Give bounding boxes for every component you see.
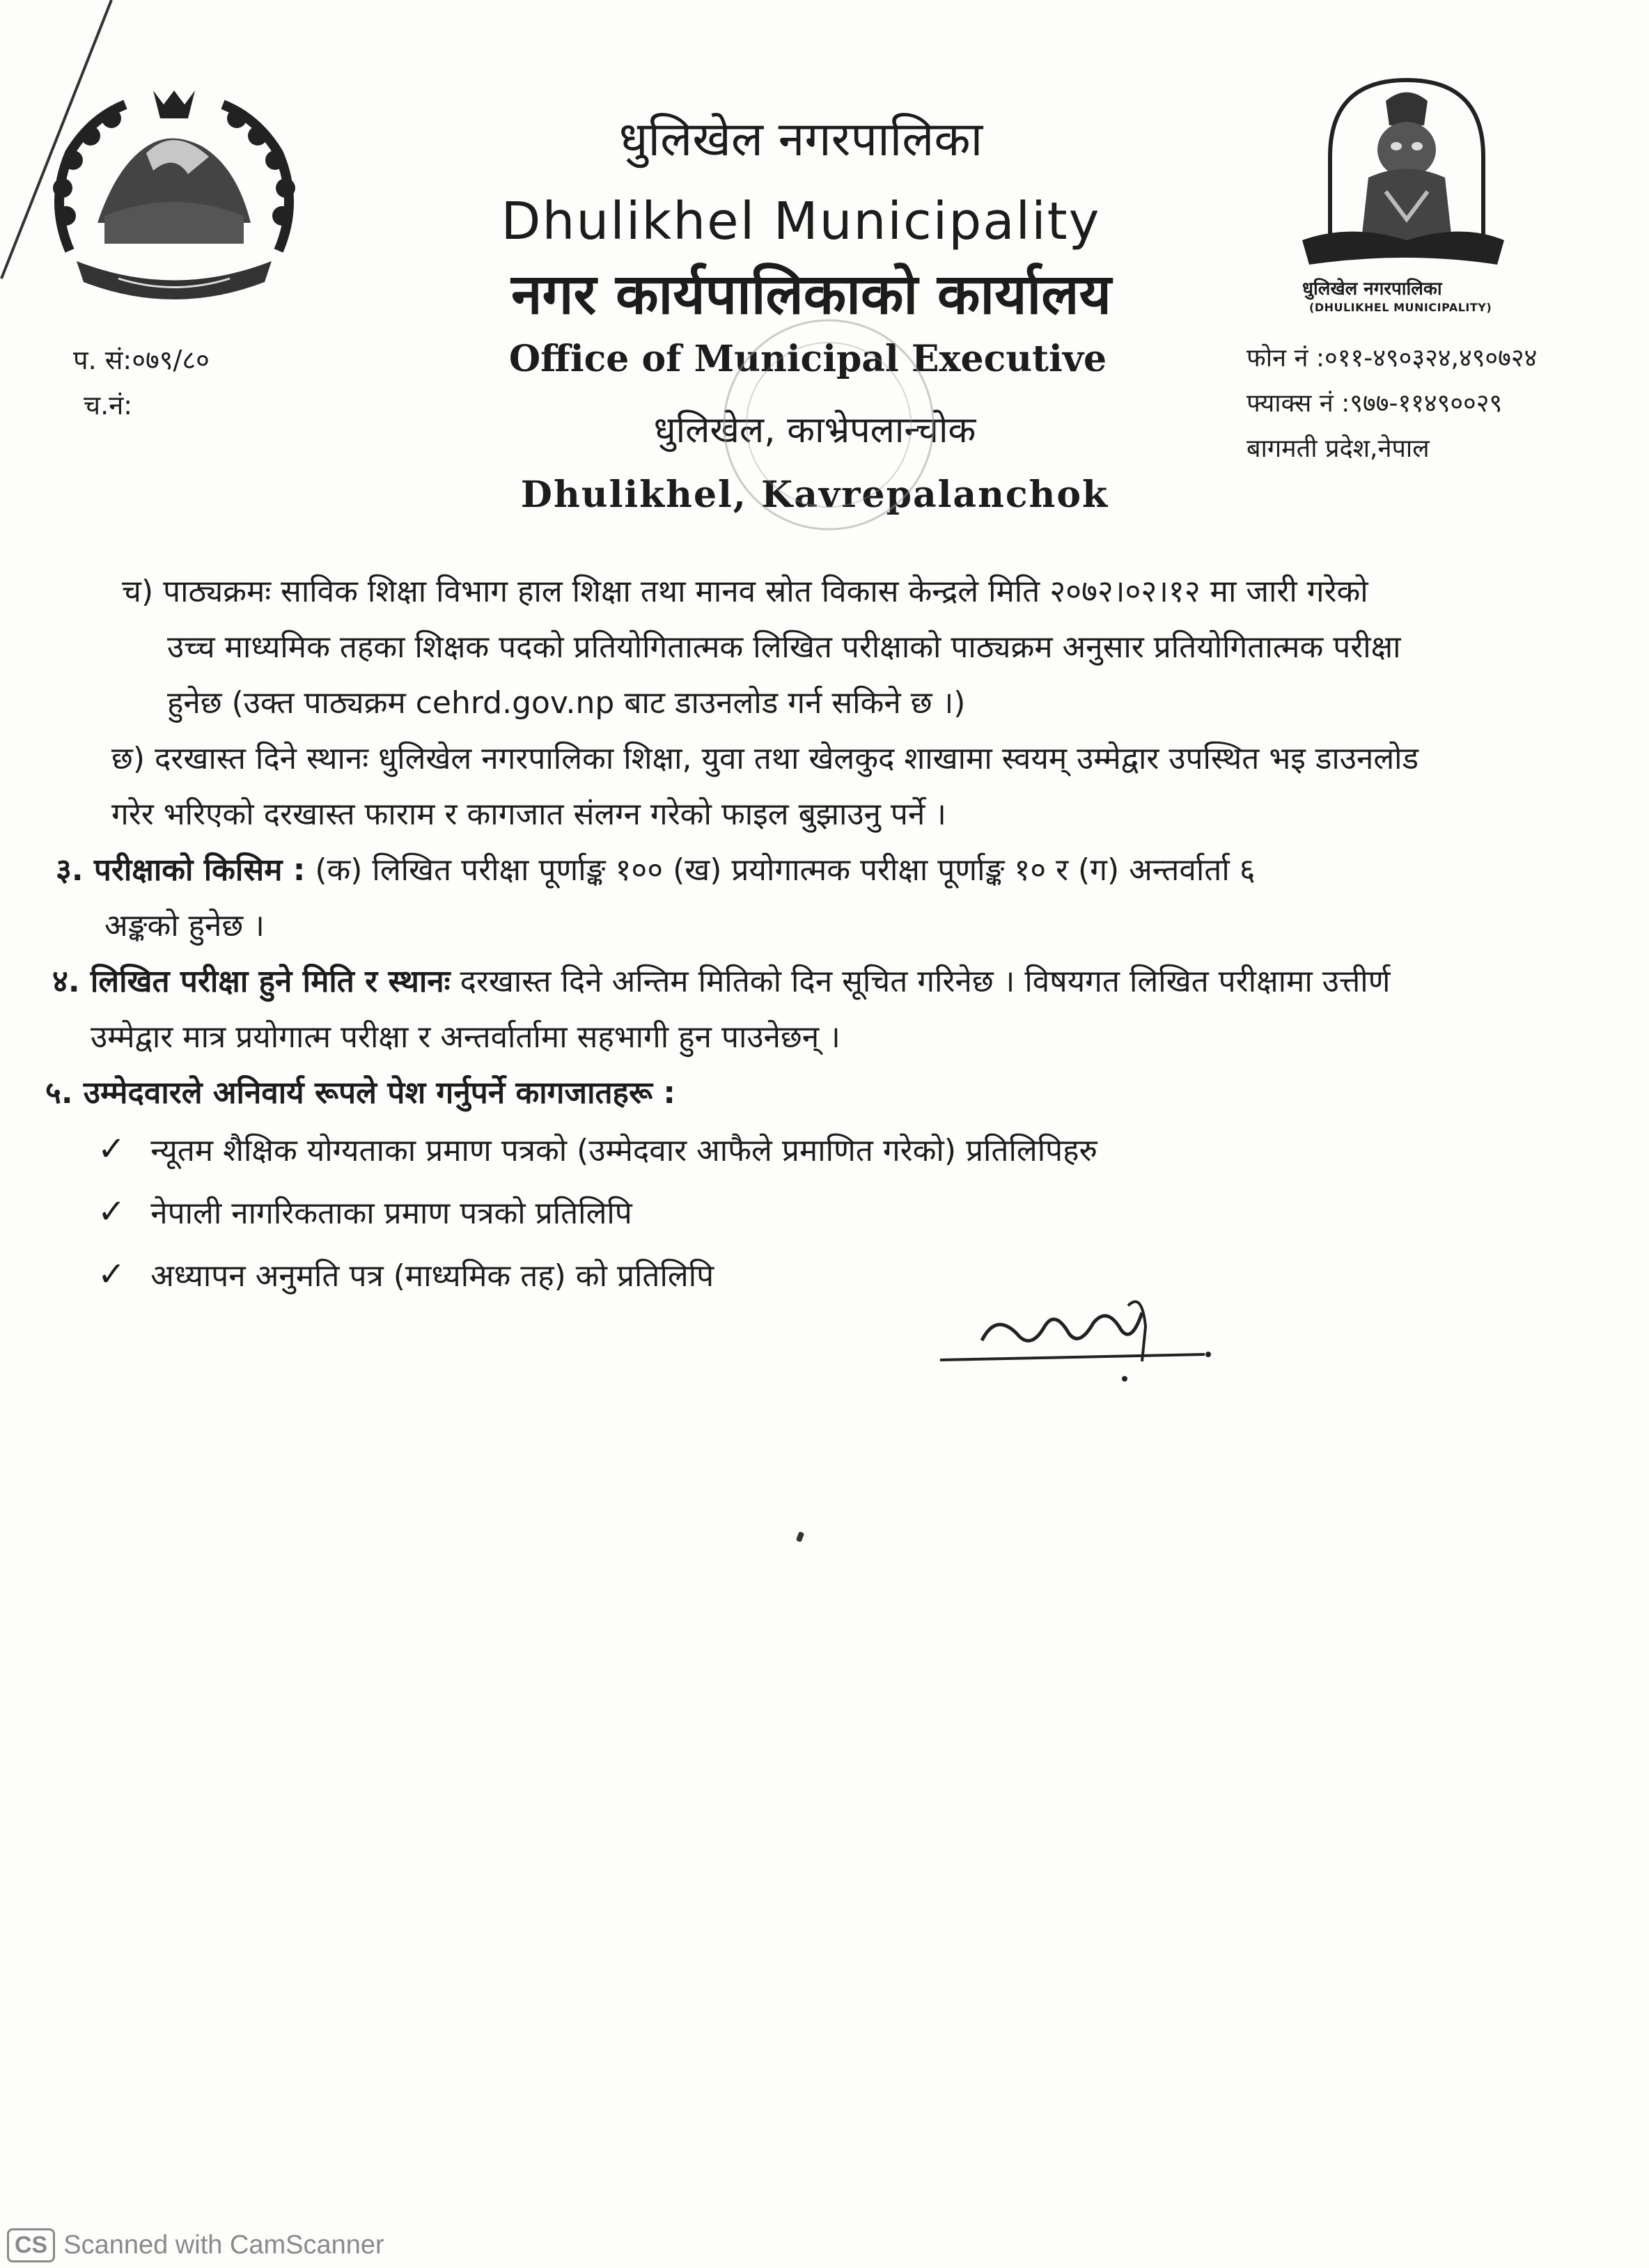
- province-address: बागमती प्रदेश,नेपाल: [1246, 435, 1430, 463]
- right-logo-title-np: धुलिखेल नगरपालिका: [1302, 279, 1442, 299]
- checklist-item-text: नेपाली नागरिकताका प्रमाण पत्रको प्रतिलिपि: [150, 1196, 632, 1231]
- section-4-label: ४. लिखित परीक्षा हुने मिति र स्थानः: [52, 964, 451, 999]
- municipality-title-np: धुलिखेल नगरपालिका: [618, 112, 983, 167]
- camscanner-text: Scanned with CamScanner: [63, 2230, 384, 2260]
- section-3-label: ३. परीक्षाको किसिम :: [56, 852, 306, 888]
- section-3-line-1: [56, 843, 1256, 898]
- office-title-np: नगर कार्यपालिकाको कार्यालय: [511, 262, 1111, 327]
- office-title-en: Office of Municipal Executive: [508, 338, 1107, 380]
- checklist-item-text: अध्यापन अनुमति पत्र (माध्यमिक तह) को प्रतिलिपि: [150, 1258, 714, 1294]
- municipality-title-en: Dhulikhel Municipality: [501, 191, 1101, 251]
- camscanner-footer: [7, 2228, 384, 2262]
- dhulikhel-municipality-logo: [1302, 73, 1504, 282]
- section-cha-line-3: हुनेछ (उक्त पाठ्यक्रम cehrd.gov.np बाट डाउनलोड गर्न सकिने छ ।): [167, 685, 966, 721]
- section-4-text: दरखास्त दिने अन्तिम मितिको दिन सूचित गरिनेछ । विषयगत लिखित परीक्षामा उत्तीर्ण: [460, 964, 1391, 999]
- section-cha-line-2: उच्च माध्यमिक तहका शिक्षक पदको प्रतियोगितात्मक लिखित परीक्षाको पाठ्यक्रम अनुसार प्रतियोगितात्मक परीक्षा: [167, 629, 1401, 665]
- checklist-item: [97, 1253, 714, 1295]
- checkmark-icon: ✓: [97, 1255, 126, 1294]
- address-np: धुलिखेल, काभ्रेपलान्चोक: [653, 409, 976, 451]
- checklist-item: [97, 1128, 1097, 1170]
- handwritten-signature: [933, 1285, 1226, 1396]
- checkmark-icon: ✓: [97, 1129, 126, 1168]
- section-5-heading: ५. उम्मेदवारले अनिवार्य रूपले पेश गर्नुपर्ने कागजातहरू :: [45, 1075, 676, 1111]
- fax-number: फ्याक्स नं :९७७-११४९००२९: [1246, 389, 1503, 418]
- address-en: Dhulikhel, Kavrepalanchok: [520, 474, 1109, 516]
- phone-number: फोन नं :०११-४९०३२४,४९०७२४: [1246, 344, 1538, 373]
- section-chha-line-2: गरेर भरिएको दरखास्त फाराम र कागजात संलग्न गरेको फाइल बुझाउनु पर्ने ।: [111, 797, 946, 832]
- checklist-item-text: न्यूतम शैक्षिक योग्यताका प्रमाण पत्रको (उम्मेदवार आफैले प्रमाणित गरेको) प्रतिलिपिहरु: [150, 1133, 1097, 1168]
- nepal-emblem-logo: [42, 77, 306, 313]
- section-3-line-2: अङ्कको हुनेछ ।: [104, 908, 265, 944]
- section-4-line-2: उम्मेद्वार मात्र प्रयोगात्म परीक्षा र अन्तर्वार्तामा सहभागी हुन पाउनेछन् ।: [91, 1019, 841, 1055]
- camscanner-badge: CS: [7, 2228, 55, 2262]
- checkmark-icon: ✓: [97, 1192, 126, 1231]
- right-logo-title-en: (DHULIKHEL MUNICIPALITY): [1309, 301, 1492, 314]
- dispatch-number: च.नं:: [84, 390, 133, 421]
- office-seal-stamp: [710, 292, 947, 557]
- section-4-line-1: [52, 954, 1390, 1010]
- section-3-text: (क) लिखित परीक्षा पूर्णाङ्क १०० (ख) प्रयोगात्मक परीक्षा पूर्णाङ्क १० र (ग) अन्तर्वार्ता ६: [315, 852, 1256, 888]
- section-cha-line-1: च) पाठ्यक्रमः साविक शिक्षा विभाग हाल शिक्षा तथा मानव स्रोत विकास केन्द्रले मिति २०७२।०२।१२ मा जारी गरेको: [122, 574, 1368, 609]
- checklist-item: [97, 1191, 632, 1233]
- section-chha-line-1: छ) दरखास्त दिने स्थानः धुलिखेल नगरपालिका शिक्षा, युवा तथा खेलकुद शाखामा स्वयम् उम्मेद्वार उपस्थित भइ डाउनलोड: [111, 741, 1419, 776]
- reference-number: प. सं:०७९/८०: [73, 345, 210, 375]
- stray-ink-mark: [796, 1531, 804, 1542]
